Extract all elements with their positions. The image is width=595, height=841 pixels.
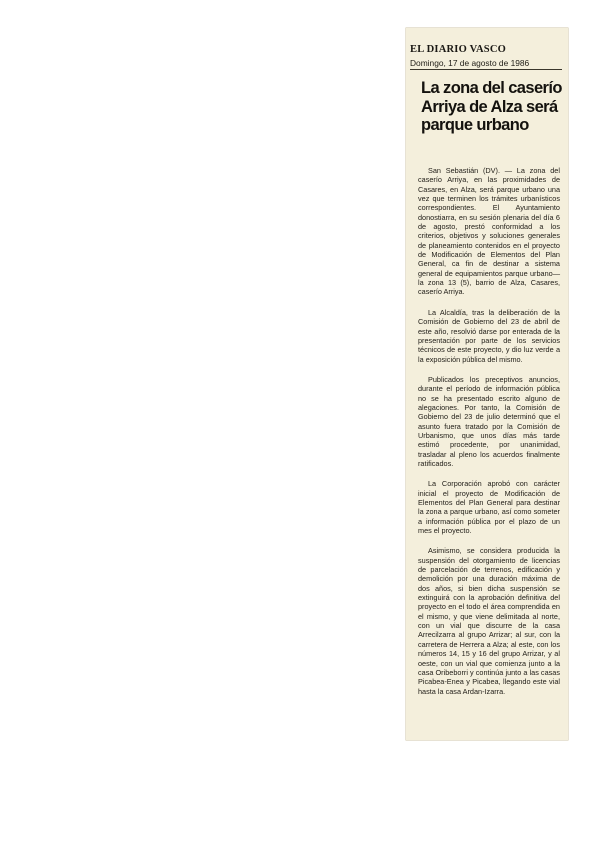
article-paragraph: La Corporación aprobó con carácter inicial el proyecto de Modificación de Elementos del Plan General para destinar la zona a parque urbano, así como someter a información pública por el plazo de un mes el proyecto.: [418, 479, 560, 536]
article-headline: La zona del caserío Arriya de Alza será parque urbano: [421, 79, 562, 135]
article-paragraph: San Sebastián (DV). — La zona del caserío Arriya, en las proximidades de Casares, en Alza, será parque urbano una vez que terminen los trámites urbanísticos correspondientes. El Ayuntamiento donostiarra, en su sesión plenaria del día 6 de agosto, prestó conformidad a los criterios, objetivos y soluciones generales de planeamiento contenidos en el proyecto de Modificación de Elementos del Plan General, ca fin de destinar a sistema general de equipamientos parque urbano— la zona 13 (5), barrio de Alza, Casares, caserío Arriya.: [418, 166, 560, 297]
article-paragraph: La Alcaldía, tras la deliberación de la Comisión de Gobierno del 23 de abril de este año, resolvió darse por enterada de la presentación por parte de los servicios técnicos de este proyecto, y dio luz verde a la exposición pública del mismo.: [418, 307, 560, 364]
publication-date: Domingo, 17 de agosto de 1986: [410, 58, 530, 68]
header-divider: [410, 69, 562, 70]
newspaper-name: EL DIARIO VASCO: [410, 44, 506, 55]
article-paragraph: Asimismo, se considera producida la suspensión del otorgamiento de licencias de parcelación de terrenos, edificación y demolición por una duración máxima de dos años, si bien dicha suspensión se extinguirá con la aprobación definitiva del proyecto en el todo el área comprendida en el mismo, y que viene delimitada al norte, con un vial que discurre de la casa Arrecilzarra al grupo Arrizar; al sur, con la carretera de Herrera a Alza; al este, con los números 14, 15 y 16 del grupo Arrizar, y al oeste, con un vial que comienza junto a la casa Oribeborri y continúa junto a las casas Picabea-Enea y Picabea, llegando este vial hasta la casa Ardan-Izarra.: [418, 546, 560, 696]
newspaper-clipping: [406, 28, 568, 740]
article-body: [418, 166, 560, 696]
article-paragraph: Publicados los preceptivos anuncios, durante el período de información pública no se ha presentado escrito alguno de alegaciones. Por tanto, la Comisión de Gobierno del 23 de julio determinó que el asunto fuera tratado por la Comisión de Urbanismo, que unos días más tarde estimó procedente, por unanimidad, trasladar al pleno los acuerdos finalmente ratificados.: [418, 374, 560, 468]
